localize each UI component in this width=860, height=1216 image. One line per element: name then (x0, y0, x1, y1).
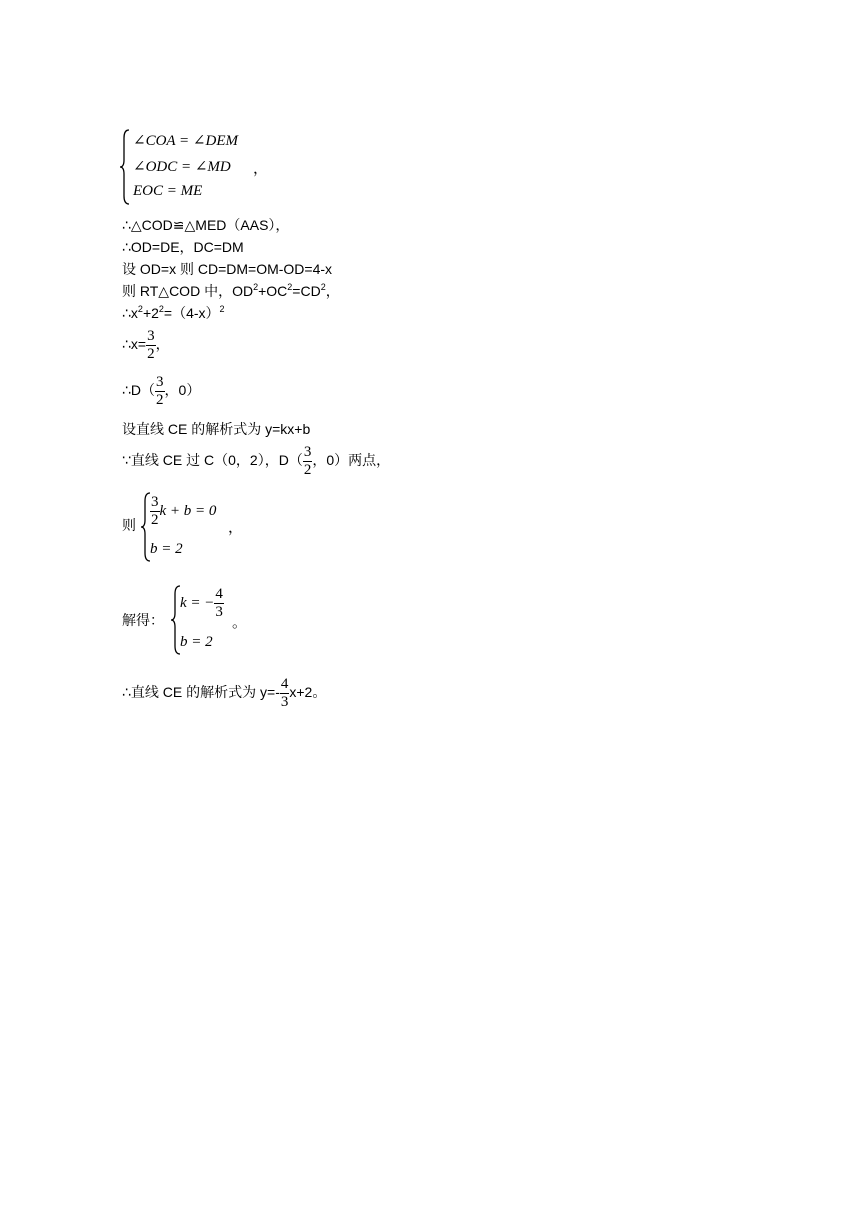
superscript-2: 2 (219, 304, 225, 314)
superscript-2: 2 (320, 282, 326, 292)
system2-label: 则 (122, 517, 136, 533)
line-congruence: ∴△COD≌△MED（AAS）， (122, 217, 290, 233)
superscript-2: 2 (158, 304, 164, 314)
ce-passes-prefix: ∵直线 CE 过 C（0，2），D（ (122, 452, 303, 469)
fraction-four-thirds: $\frac{4}{3}$ (280, 676, 289, 710)
line-ce-passes-points (122, 444, 390, 479)
final-answer-prefix: ∴直线 CE 的解析式为 y=- (122, 684, 280, 701)
fraction-three-halves: $\frac{3}{2}$ (151, 494, 159, 528)
equation-part-1: ∴x (122, 305, 138, 321)
system2-row1 (150, 494, 216, 529)
system3-row1 (180, 586, 224, 621)
line-equal-sides: ∴OD=DE，DC=DM (122, 239, 244, 255)
line-x-value (122, 328, 170, 363)
system1-row1: ∠COA = ∠DEM (133, 133, 238, 149)
system2-comma: ， (228, 520, 244, 536)
system3-label: 解得： (122, 612, 164, 628)
x-equals: ∴x= (122, 336, 147, 353)
system3-row1-k: k = − (180, 595, 215, 611)
line-pythagoras (122, 282, 340, 300)
system3-row2: b = 2 (180, 634, 213, 650)
line-let-od: 设 OD=x 则 CD=DM=OM-OD=4-x (122, 261, 333, 277)
ce-passes-suffix: ，0）两点， (312, 452, 391, 469)
superscript-2: 2 (287, 282, 293, 292)
pythagoras-part-1: 则 RT△COD 中，OD (122, 283, 254, 299)
system1-trailing-comma: ， (253, 161, 269, 177)
superscript-2: 2 (253, 282, 259, 292)
system2-row2: b = 2 (150, 541, 183, 557)
line-equation (122, 304, 225, 322)
system2-row1-rest: k + b = 0 (159, 503, 217, 519)
fraction-three-halves: $\frac{3}{2}$ (147, 328, 155, 362)
point-d-prefix: ∴D（ (122, 382, 156, 399)
superscript-2: 2 (137, 304, 143, 314)
pythagoras-part-2: +OC (258, 283, 288, 299)
equation-part-2: +2 (142, 305, 159, 321)
pythagoras-part-3: =CD (292, 283, 321, 299)
system1-row3: EOC = ME (133, 183, 203, 199)
left-brace-1 (118, 128, 132, 206)
final-answer-suffix: x+2。 (289, 684, 327, 701)
fraction-three-halves: $\frac{3}{2}$ (303, 444, 312, 478)
system3-period: 。 (232, 615, 248, 631)
equation-part-3: =（4-x） (163, 305, 220, 321)
line-final-answer (122, 676, 326, 711)
line-let-line-ce: 设直线 CE 的解析式为 y=kx+b (122, 421, 311, 437)
fraction-four-thirds: $\frac{4}{3}$ (215, 586, 223, 620)
x-value-comma: ， (155, 336, 170, 353)
fraction-three-halves: $\frac{3}{2}$ (156, 374, 164, 408)
system1-row2: ∠ODC = ∠MD (133, 159, 231, 175)
line-point-d (122, 374, 200, 409)
pythagoras-part-4: ， (325, 283, 340, 299)
point-d-suffix: ，0） (164, 382, 201, 399)
